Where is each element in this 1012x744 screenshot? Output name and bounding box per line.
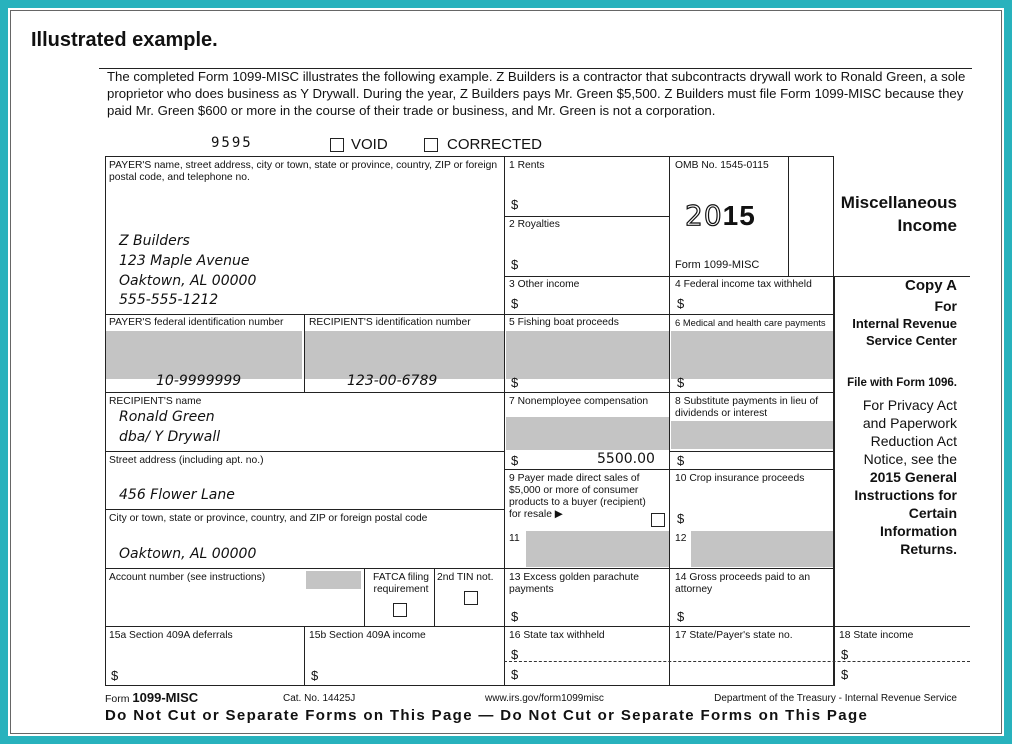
box16-dollar-b: $	[511, 667, 519, 682]
intro-paragraph: The completed Form 1099-MISC illustrates the following example. Z Builders is a contractor that subcontracts drywall work to Ronald Green, a sole proprietor who does business as Y Drywall. During the year, Z Builders pays Mr. Green $5,500. Z Builders must file Form 1099-MISC because they paid Mr. Green $600 or more in the course of their trade or business, and Mr. Green is not a corporation.	[107, 69, 966, 118]
tax-year-outline: 20	[685, 199, 723, 232]
box15b-dollar: $	[311, 668, 319, 683]
box16-label: 16 State tax withheld	[509, 630, 605, 641]
footer-dept: Department of the Treasury - Internal Revenue Service	[714, 693, 957, 704]
divider	[504, 276, 970, 277]
payer-city: Oaktown, AL 00000	[119, 273, 257, 289]
box15a-label: 15a Section 409A deferrals	[109, 630, 233, 641]
recipient-id: 123-00-6789	[347, 373, 438, 389]
box12-label: 12	[675, 533, 687, 544]
footer-cat: Cat. No. 14425J	[283, 693, 356, 704]
fatca-checkbox[interactable]	[393, 603, 407, 617]
side-title-1: Miscellaneous	[840, 193, 957, 212]
box2-dollar: $	[511, 257, 519, 272]
void-label: VOID	[351, 136, 388, 153]
side-irs-2: Service Center	[865, 333, 957, 348]
side-note-7: Certain	[908, 505, 957, 521]
side-for: For	[934, 298, 957, 314]
fatca-label: FATCA filing requirement	[373, 572, 429, 595]
box9-checkbox[interactable]	[651, 513, 665, 527]
side-note-1: For Privacy Act	[862, 397, 957, 413]
box17-label: 17 State/Payer's state no.	[675, 630, 793, 641]
recipient-street: 456 Flower Lane	[119, 487, 235, 503]
box18-dollar-a: $	[841, 647, 849, 662]
street-label: Street address (including apt. no.)	[109, 455, 264, 466]
box13-dollar: $	[511, 609, 519, 624]
box8-dollar: $	[677, 453, 685, 468]
side-irs-1: Internal Revenue	[852, 316, 957, 331]
box14-dollar: $	[677, 609, 685, 624]
side-note-2: and Paperwork	[862, 415, 957, 431]
divider	[364, 568, 365, 626]
box1-dollar: $	[511, 197, 519, 212]
box14-label: 14 Gross proceeds paid to an attorney	[675, 572, 811, 595]
box2-label: 2 Royalties	[509, 219, 560, 230]
divider	[504, 216, 669, 217]
divider	[304, 626, 305, 686]
box5-dollar: $	[511, 375, 519, 390]
box15b-label: 15b Section 409A income	[309, 630, 426, 641]
divider	[304, 314, 305, 392]
box10-label: 10 Crop insurance proceeds	[675, 473, 805, 484]
box8-label: 8 Substitute payments in lieu of dividends or interest	[675, 396, 819, 419]
side-note-8: Information	[880, 523, 957, 539]
payer-phone: 555-555-1212	[119, 292, 219, 308]
divider	[504, 469, 834, 470]
footer-warning: Do Not Cut or Separate Forms on This Page — Do Not Cut or Separate Forms on This Page	[105, 707, 869, 724]
dashed-divider	[504, 661, 970, 662]
side-note-3: Reduction Act	[870, 433, 957, 449]
side-file: File with Form 1096.	[847, 377, 957, 389]
box4-label: 4 Federal income tax withheld	[675, 279, 812, 290]
box5-label: 5 Fishing boat proceeds	[509, 317, 619, 328]
divider	[105, 314, 834, 315]
box16-dollar-a: $	[511, 647, 519, 662]
box10-dollar: $	[677, 511, 685, 526]
tax-year	[685, 199, 756, 232]
box18-label: 18 State income	[839, 630, 914, 641]
omb-form-label: Form 1099-MISC	[675, 259, 760, 271]
form-code: 9595	[211, 135, 253, 151]
box4-dollar: $	[677, 296, 685, 311]
city-label: City or town, state or province, country, and ZIP or foreign postal code	[109, 513, 428, 524]
box7-dollar: $	[511, 453, 519, 468]
footer-form-prefix: Form	[105, 693, 130, 705]
recipient-name-label: RECIPIENT'S name	[109, 396, 202, 407]
tin2-checkbox[interactable]	[464, 591, 478, 605]
recipient-name: Ronald Green	[119, 409, 215, 425]
tax-year-bold: 15	[722, 200, 756, 231]
side-note-4: Notice, see the	[863, 451, 957, 467]
page-title: Illustrated example.	[31, 29, 218, 51]
box7-value: 5500.00	[597, 451, 655, 467]
box3-dollar: $	[511, 296, 519, 311]
divider	[669, 276, 670, 686]
side-note-9: Returns.	[900, 541, 957, 557]
box15a-dollar: $	[111, 668, 119, 683]
box6-label: 6 Medical and health care payments	[675, 317, 826, 328]
payer-label: PAYER'S name, street address, city or town, state or province, country, ZIP or foreign postal code, and telephone no.	[109, 160, 498, 183]
box7-label: 7 Nonemployee compensation	[509, 396, 649, 407]
payer-street: 123 Maple Avenue	[119, 253, 250, 269]
side-note-6: Instructions for	[854, 487, 957, 503]
side-note-5: 2015 General	[869, 469, 957, 485]
recipient-dba: dba/ Y Drywall	[119, 429, 221, 445]
divider	[105, 509, 504, 510]
divider	[105, 451, 504, 452]
box13-label: 13 Excess golden parachute payments	[509, 572, 639, 595]
divider	[105, 626, 970, 627]
account-label: Account number (see instructions)	[109, 572, 266, 583]
document-area	[10, 10, 1002, 734]
divider	[105, 568, 834, 569]
corrected-label: CORRECTED	[447, 136, 543, 153]
divider	[504, 156, 505, 686]
divider	[834, 276, 835, 686]
payer-name: Z Builders	[119, 233, 190, 249]
side-title-2: Income	[897, 216, 957, 235]
payer-fed-id: 10-9999999	[156, 373, 242, 389]
box18-dollar-b: $	[841, 667, 849, 682]
corrected-checkbox[interactable]	[424, 138, 438, 152]
box1-label: 1 Rents	[509, 160, 545, 171]
recipient-city: Oaktown, AL 00000	[119, 546, 257, 562]
box11-label: 11	[509, 533, 520, 544]
payer-fed-id-label: PAYER'S federal identification number	[109, 317, 284, 328]
divider	[105, 392, 834, 393]
tin2-label: 2nd TIN not.	[437, 572, 494, 583]
copy-a: Copy A	[905, 277, 957, 294]
box9-label: 9 Payer made direct sales of $5,000 or more of consumer products to a buyer (recipient) for resale ▶	[509, 473, 646, 520]
box6-dollar: $	[677, 375, 685, 390]
footer-form	[105, 690, 198, 705]
divider	[434, 568, 435, 626]
omb-number: OMB No. 1545-0115	[675, 160, 769, 171]
divider	[669, 451, 834, 452]
void-checkbox[interactable]	[330, 138, 344, 152]
footer-form-name: 1099-MISC	[132, 690, 199, 705]
recipient-id-label: RECIPIENT'S identification number	[309, 317, 471, 328]
footer-url: www.irs.gov/form1099misc	[485, 693, 604, 704]
box3-label: 3 Other income	[509, 279, 580, 290]
